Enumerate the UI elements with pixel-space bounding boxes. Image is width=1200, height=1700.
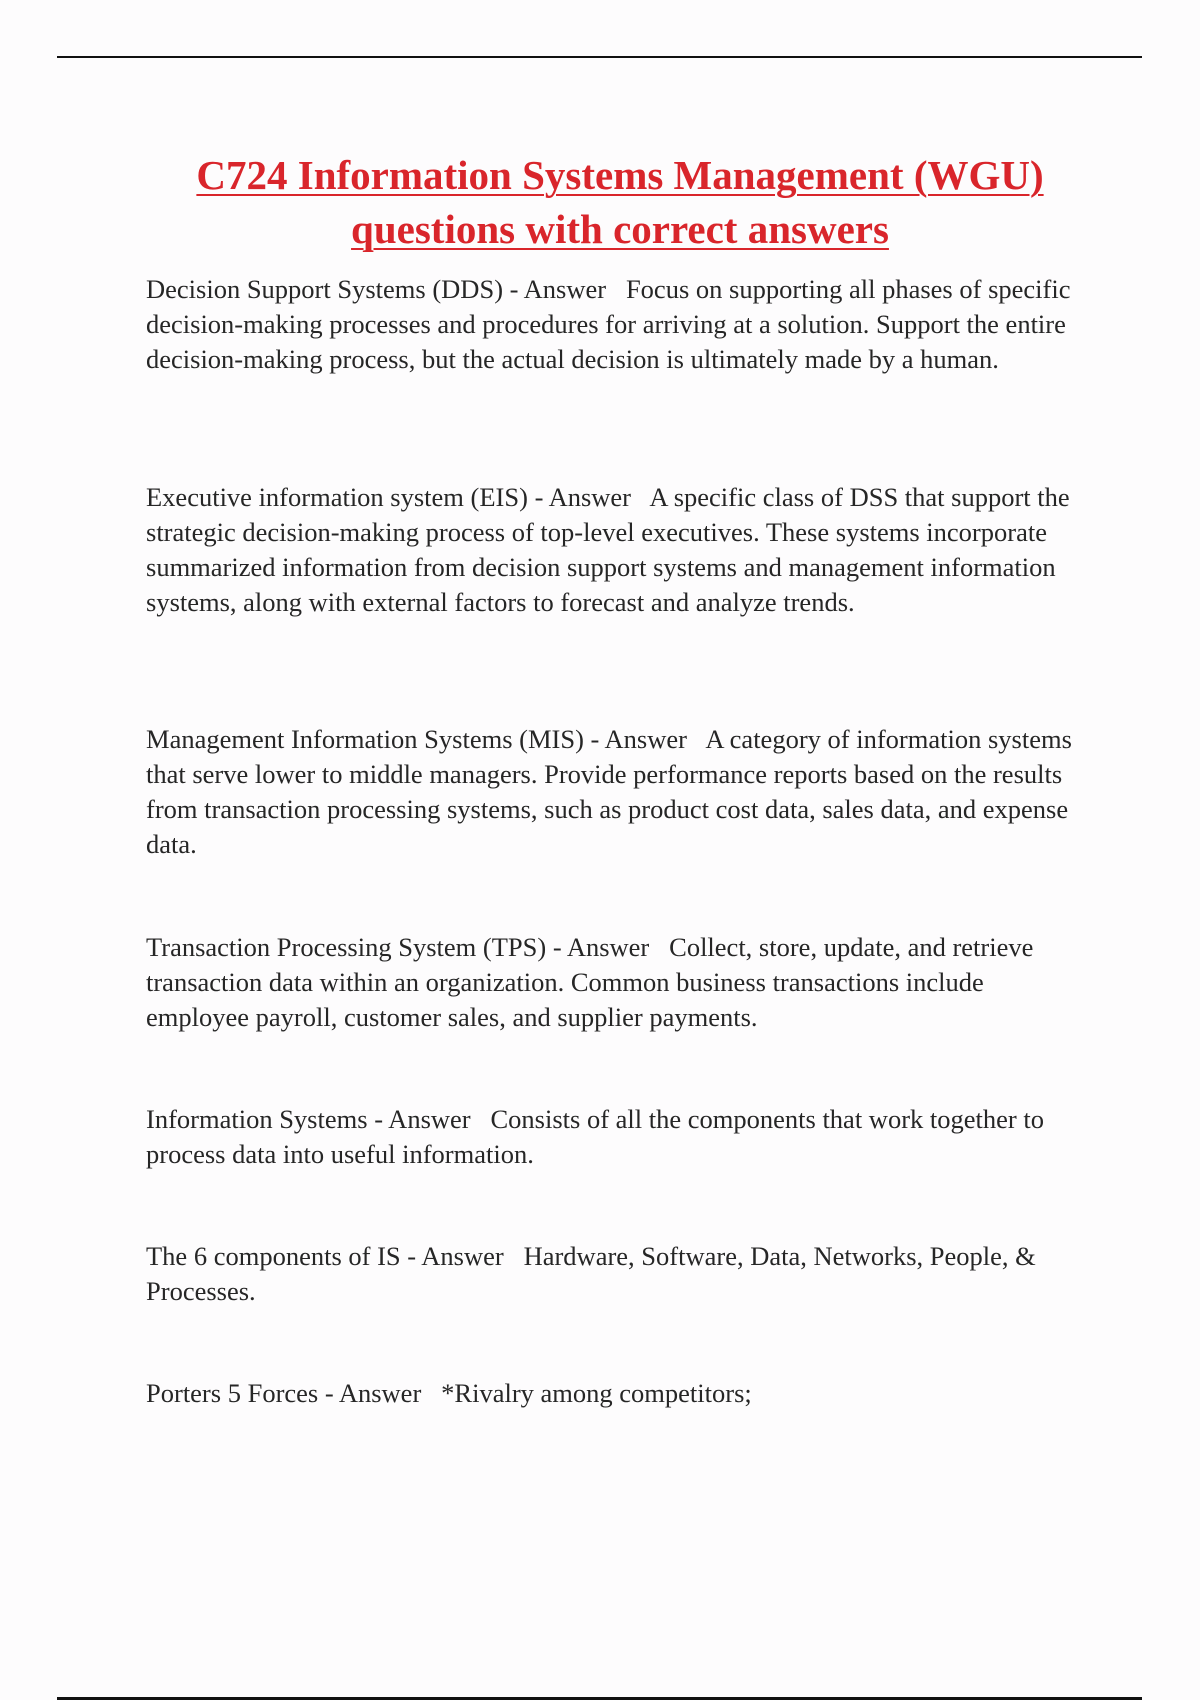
qa-entry-eis (146, 480, 1091, 620)
qa-entry-6-components (146, 1239, 1091, 1309)
document-title: C724 Information Systems Management (WGU) questions with correct answers (196, 152, 1044, 252)
qa-answer-marker: - Answer (503, 274, 626, 304)
qa-term: Decision Support Systems (DDS) (146, 274, 504, 304)
qa-entry-dss (146, 272, 1091, 377)
qa-answer: *Rivalry among competitors; (441, 1378, 752, 1408)
qa-entry-tps (146, 930, 1091, 1035)
qa-entry-porters-5-forces (146, 1376, 1091, 1411)
top-rule (57, 56, 1142, 58)
qa-answer: A specific class of DSS that support the strategic decision-making process of top-level executives. These systems incorporate summarized information from decision support systems and management information systems, along with external factors to forecast and analyze trends. (146, 482, 1070, 617)
qa-term: Information Systems (146, 1104, 368, 1134)
qa-answer: Hardware, Software, Data, Networks, People, & Processes. (146, 1241, 1036, 1306)
qa-answer-marker: - Answer (583, 724, 706, 754)
qa-term: Management Information Systems (MIS) (146, 724, 584, 754)
qa-entry-mis (146, 722, 1091, 862)
qa-answer: Consists of all the components that work together to process data into useful information. (146, 1104, 1044, 1169)
qa-term: The 6 components of IS (146, 1241, 401, 1271)
qa-entry-information-systems (146, 1102, 1091, 1172)
qa-answer: Collect, store, update, and retrieve transaction data within an organization. Common business transactions include employee payroll, customer sales, and supplier payments. (146, 932, 1034, 1032)
qa-answer: Focus on supporting all phases of specific decision-making processes and procedures for arriving at a solution. Support the entire decision-making process, but the actual decision is ultimately made by a human. (146, 274, 1071, 374)
qa-term: Porters 5 Forces (146, 1378, 319, 1408)
qa-answer: A category of information systems that serve lower to middle managers. Provide performance reports based on the results from transaction processing systems, such as product cost data, sales data, and expense data. (146, 724, 1072, 859)
qa-answer-marker: - Answer (400, 1241, 524, 1271)
qa-term: Transaction Processing System (TPS) (146, 932, 547, 962)
qa-answer-marker: - Answer (546, 932, 670, 962)
qa-answer-marker: - Answer (367, 1104, 491, 1134)
qa-term: Executive information system (EIS) (146, 482, 528, 512)
qa-answer-marker: - Answer (318, 1378, 442, 1408)
qa-answer-marker: - Answer (527, 482, 650, 512)
